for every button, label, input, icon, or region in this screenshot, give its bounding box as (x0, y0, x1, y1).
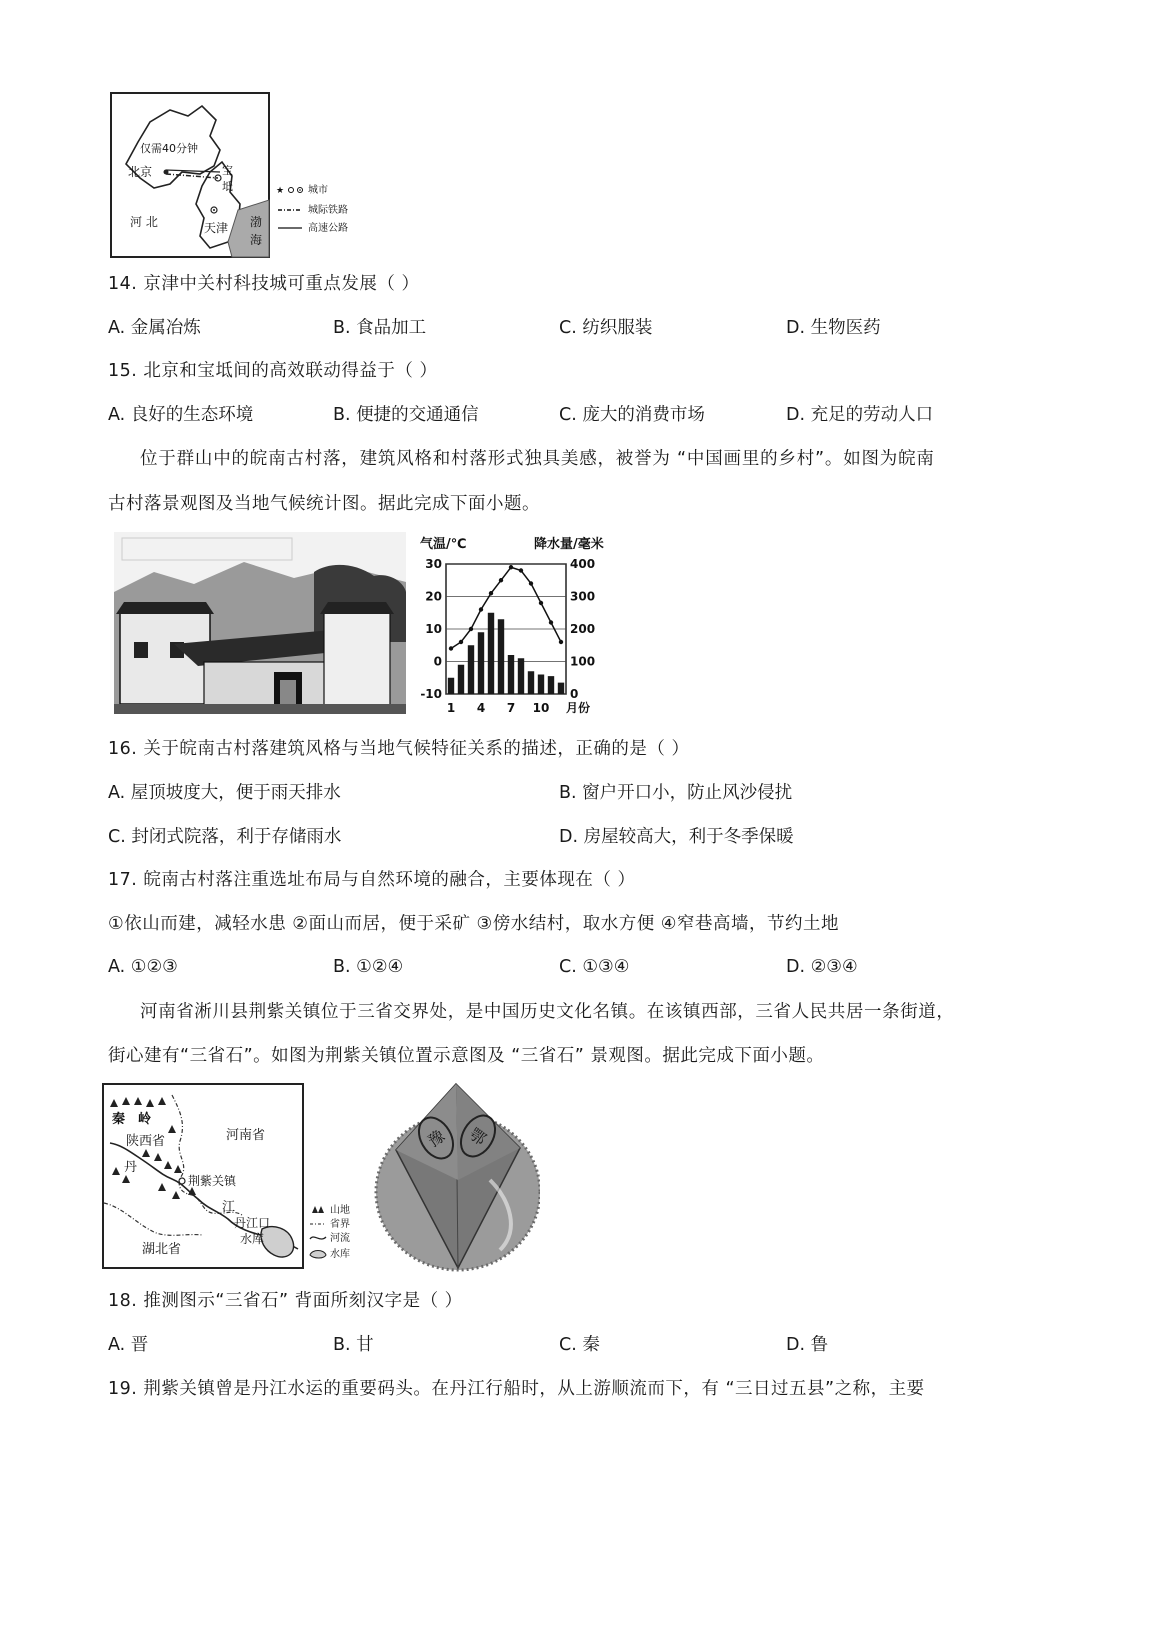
q16-stem: 16. 关于皖南古村落建筑风格与当地气候特征关系的描述，正确的是（ ） (108, 739, 690, 759)
temperature-point (479, 607, 483, 611)
map2-qinling-label-1: 秦 (112, 1112, 126, 1127)
temperature-point (559, 640, 563, 644)
q18-option-c[interactable]: C. 秦 (559, 1335, 600, 1355)
map1-time-label: 仅需40分钟 (140, 142, 198, 155)
q18-option-b[interactable]: B. 甘 (333, 1335, 374, 1355)
chart-xlabel: 月份 (566, 701, 591, 715)
right-tick-label: 0 (570, 687, 579, 701)
precip-bar (508, 655, 514, 694)
map1-tianjin-label: 天津 (204, 221, 229, 235)
svg-text:★: ★ (276, 186, 285, 196)
chart-ylabel-right: 降水量/毫米 (534, 537, 604, 552)
q18-option-d[interactable]: D. 鲁 (786, 1335, 829, 1355)
precip-bar (478, 632, 484, 694)
temperature-point (469, 627, 473, 631)
legend-city-label: 城市 (308, 185, 328, 196)
temperature-point (449, 646, 453, 650)
passage2-line2: 古村落景观图及当地气候统计图。据此完成下面小题。 (108, 494, 540, 514)
left-tick-label: 10 (425, 622, 442, 636)
q18-option-a[interactable]: A. 晋 (108, 1335, 149, 1355)
precip-bar (458, 665, 464, 694)
left-tick-label: 30 (425, 557, 442, 571)
right-tick-label: 100 (570, 654, 596, 669)
precip-bar (468, 645, 474, 694)
map2-henan-label: 河南省 (226, 1128, 266, 1143)
right-tick-label: 400 (570, 557, 596, 571)
stone-char-1: 豫 (424, 1126, 449, 1151)
q17-stem: 17. 皖南古村落注重选址布局与自然环境的融合，主要体现在（ ） (108, 870, 636, 890)
legend-highway-label: 高速公路 (308, 223, 348, 234)
right-tick-label: 200 (570, 622, 596, 636)
temperature-point (489, 591, 493, 595)
precip-bar (498, 619, 504, 694)
passage3-line1: 河南省淅川县荆紫关镇位于三省交界处，是中国历史文化名镇。在该镇西部，三省人民共居一条街道， (140, 1002, 955, 1022)
left-tick-label: -10 (420, 687, 442, 701)
chart-ylabel-left: 气温/℃ (420, 537, 467, 552)
map1-legend (276, 183, 348, 234)
q14-option-b[interactable]: B. 食品加工 (333, 318, 427, 338)
q15-option-b[interactable]: B. 便捷的交通通信 (333, 405, 479, 425)
precip-bar (488, 613, 494, 694)
legend-reservoir-label: 水库 (330, 1249, 350, 1260)
q17-option-a[interactable]: A. ①②③ (108, 957, 178, 977)
q15-option-c[interactable]: C. 庞大的消费市场 (559, 405, 705, 425)
temperature-point (519, 568, 523, 572)
beijing-city-icon (164, 170, 169, 175)
temperature-point (459, 640, 463, 644)
q17-option-b[interactable]: B. ①②④ (333, 957, 404, 977)
map1-baodi-label-2: 坻 (222, 180, 233, 193)
q15-option-d[interactable]: D. 充足的劳动人口 (786, 405, 934, 425)
map1-baodi-label-1: 宝 (222, 164, 233, 177)
map2-dan-label: 丹 (124, 1160, 138, 1175)
temperature-point (549, 620, 553, 624)
q14-option-a[interactable]: A. 金属冶炼 (108, 318, 201, 338)
x-tick-label: 4 (476, 701, 486, 715)
temperature-point (529, 581, 533, 585)
x-tick-label: 1 (446, 701, 456, 715)
q17-option-c[interactable]: C. ①③④ (559, 957, 630, 977)
temperature-point (499, 578, 503, 582)
q19-stem: 19. 荆紫关镇曾是丹江水运的重要码头。在丹江行船时，从上游顺流而下，有 “三日过五县”之称，主要 (108, 1379, 925, 1399)
q14-stem: 14. 京津中关村科技城可重点发展（ ） (108, 274, 420, 294)
map1-bohai-label-2: 海 (250, 233, 263, 247)
jingziguan-map (102, 1083, 364, 1271)
q15-stem: 15. 北京和宝坻间的高效联动得益于（ ） (108, 361, 438, 381)
map2-danjiangkou-label-2: 水库 (240, 1232, 265, 1246)
passage3-line2: 街心建有“三省石”。如图为荆紫关镇位置示意图及 “三省石” 景观图。据此完成下面小题。 (108, 1046, 825, 1066)
map1-hebei-label: 河 北 (130, 215, 158, 229)
map2-hubei-label: 湖北省 (142, 1242, 182, 1257)
legend-mountain-label: 山地 (330, 1205, 350, 1216)
q14-option-d[interactable]: D. 生物医药 (786, 318, 881, 338)
map2-danjiangkou-label-1: 丹江口 (234, 1216, 271, 1230)
passage2-line1: 位于群山中的皖南古村落，建筑风格和村落形式独具美感，被誉为 “中国画里的乡村”。如图为皖南 (140, 449, 935, 469)
map2-shaanxi-label: 陕西省 (126, 1134, 166, 1149)
q18-stem: 18. 推测图示“三省石” 背面所刻汉字是（ ） (108, 1291, 463, 1311)
precip-bar (538, 675, 544, 695)
x-tick-label: 10 (532, 701, 550, 715)
legend-rail-label: 城际铁路 (308, 205, 348, 216)
precip-bar (558, 683, 564, 694)
precip-bar (448, 678, 454, 694)
left-tick-label: 20 (425, 589, 442, 604)
beijing-tianjin-map (110, 92, 372, 258)
temperature-point (509, 565, 513, 569)
left-tick-label: 0 (433, 654, 442, 669)
legend-border-label: 省界 (330, 1219, 350, 1230)
map1-beijing-label: 北京 (128, 165, 153, 179)
q16-option-a[interactable]: A. 屋顶坡度大，便于雨天排水 (108, 783, 341, 803)
stone-char-2: 鄂 (465, 1124, 490, 1149)
climate-chart (412, 532, 622, 716)
q17-option-d[interactable]: D. ②③④ (786, 957, 858, 977)
precip-bar (548, 676, 554, 694)
q17-statements: ①依山而建，减轻水患 ②面山而居，便于采矿 ③傍水结村，取水方便 ④窄巷高墙，节约土地 (108, 914, 839, 934)
q14-option-c[interactable]: C. 纺织服装 (559, 318, 653, 338)
map1-bohai-label-1: 渤 (250, 215, 263, 229)
map2-jingziguan-label: 荆紫关镇 (188, 1174, 237, 1188)
map2-qinling-label-2: 岭 (138, 1112, 152, 1127)
map2-jiang-label: 江 (222, 1200, 236, 1215)
x-tick-label: 7 (506, 701, 516, 715)
temperature-point (539, 601, 543, 605)
right-tick-label: 300 (570, 589, 596, 604)
q16-option-b[interactable]: B. 窗户开口小，防止风沙侵扰 (559, 783, 793, 803)
village-photo (114, 532, 406, 714)
sanshengshi-photo (370, 1080, 540, 1272)
legend-river-label: 河流 (330, 1233, 350, 1244)
precip-bar (528, 671, 534, 694)
q15-option-a[interactable]: A. 良好的生态环境 (108, 405, 254, 425)
map2-legend (310, 1203, 350, 1260)
precip-bar (518, 658, 524, 694)
q16-option-d[interactable]: D. 房屋较高大，利于冬季保暖 (559, 827, 794, 847)
q16-option-c[interactable]: C. 封闭式院落，利于存储雨水 (108, 827, 342, 847)
